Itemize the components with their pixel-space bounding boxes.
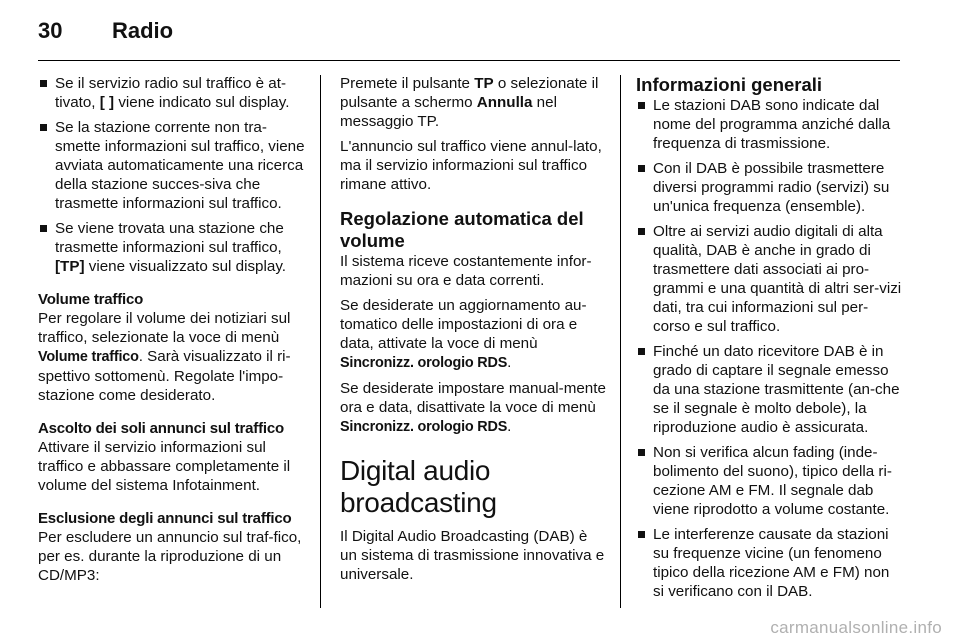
exclude-announcements-heading: Esclusione degli annunci sul traffico [38, 510, 292, 527]
traffic-only-heading: Ascolto dei soli annunci sul traffico [38, 420, 284, 437]
tp-cancel-text: L'annuncio sul traffico viene annul-lato, ma il servizio informazioni sul traffico rimane attivo. [340, 138, 602, 193]
volume-traffic-heading: Volume traffico [38, 291, 144, 308]
general-info-heading: Informazioni generali [636, 74, 823, 95]
exclude-announcements-text: Per escludere un annuncio sul traf-fico, per es. durante la riproduzione di un CD/MP3: [38, 529, 302, 584]
column-1 [38, 74, 306, 591]
list-item: Le stazioni DAB sono indicate dal nome del programma anziché dalla frequenza di trasmissione. [636, 96, 902, 153]
traffic-bullets [38, 74, 306, 276]
traffic-only-text: Attivare il servizio informazioni sul traffico e abbassare completamente il volume del sistema Infotainment. [38, 439, 291, 494]
page-number: 30 [38, 18, 63, 43]
list-item: Se viene trovata una stazione che trasmette informazioni sul traffico, [TP] viene visualizzato sul display. [38, 219, 306, 276]
column-divider-1 [320, 75, 321, 608]
list-item: Con il DAB è possibile trasmettere diversi programmi radio (servizi) su un'unica frequenza (ensemble). [636, 159, 902, 216]
list-item: Le interferenze causate da stazioni su frequenze vicine (un fenomeno tipico della ricezione AM e FM) non si verificano con il DAB. [636, 525, 902, 601]
dab-intro: Il Digital Audio Broadcasting (DAB) è un sistema di trasmissione innovativa e universale. [340, 528, 605, 583]
auto-volume-heading: Regolazione automatica del volume [340, 208, 584, 251]
list-item: Se il servizio radio sul traffico è at-tivato, [ ] viene indicato sul display. [38, 74, 306, 112]
auto-volume-text-3: Se desiderate impostare manual-mente ora e data, disattivate la voce di menù Sincronizz. orologio RDS. [340, 380, 606, 435]
list-item: Non si verifica alcun fading (inde-bolimento del suono), tipico della ri-cezione AM e FM. Il segnale dab viene riprodotto a volume costante. [636, 443, 902, 519]
column-3 [636, 74, 902, 607]
tp-instruction: Premete il pulsante TP o selezionate il pulsante a schermo Annulla nel messaggio TP. [340, 75, 599, 130]
dab-bullets [636, 96, 902, 601]
dab-heading: Digital audio broadcasting [340, 455, 497, 518]
header-rule [38, 60, 900, 61]
list-item: Finché un dato ricevitore DAB è in grado di captare il segnale emesso da una stazione trasmittente (an-che se il segnale è molto debole), la riproduzione audio è assicurata. [636, 342, 902, 437]
column-2 [340, 74, 606, 590]
section-title: Radio [112, 18, 174, 43]
auto-volume-text-1: Il sistema riceve costantemente infor-mazioni su ora e data correnti. [340, 253, 592, 289]
list-item: Oltre ai servizi audio digitali di alta qualità, DAB è anche in grado di trasmettere dati associati ai pro-grammi e una quantità di altri ser-vizi dati, tra cui informazioni sul per-corso e sul traffico. [636, 222, 902, 336]
column-divider-2 [620, 75, 621, 608]
volume-traffic-text: Per regolare il volume dei notiziari sul traffico, selezionate la voce di menù Volume traffico. Sarà visualizzato il ri-spettivo sottomenù. Regolate l'impo-stazione come desiderato. [38, 310, 291, 404]
auto-volume-text-2: Se desiderate un aggiornamento au-tomatico delle impostazioni di ora e data, attivate la voce di menù Sincronizz. orologio RDS. [340, 297, 587, 371]
list-item: Se la stazione corrente non tra-smette informazioni sul traffico, viene avviata automaticamente una ricerca della stazione succes-siva che trasmette informazioni sul traffico. [38, 118, 306, 213]
watermark: carmanualsonline.info [770, 618, 942, 637]
